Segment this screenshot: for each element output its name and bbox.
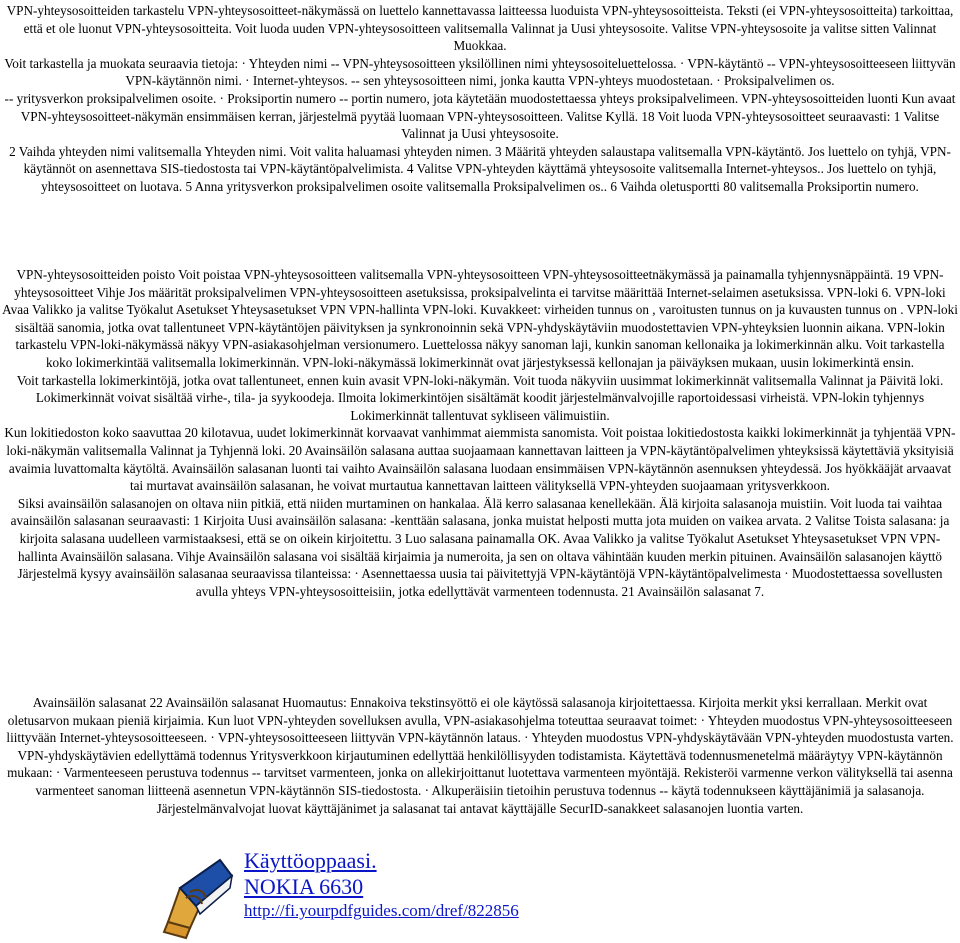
hand-book-logo xyxy=(160,848,238,940)
text-block-vpn-addresses xyxy=(2,2,958,196)
user-guide-link[interactable]: Käyttöoppaasi. xyxy=(244,848,377,873)
guide-url-link[interactable]: http://fi.yourpdfguides.com/dref/822856 xyxy=(244,901,519,920)
paragraph: Voit tarkastella ja muokata seuraavia tietoja: · Yhteyden nimi -- VPN-yhteysosoitteen yksilöllinen nimi yhteysosoiteluettelossa. · VPN-käytäntö -- VPN-yhteysosoitteeseen liittyvän VPN-käytännön nimi. · Internet-yhteysos. -- sen yhteysosoitteen nimi, jonka kautta VPN-yhteys muodostetaan. · Proksipalvelimen os. xyxy=(4,55,956,89)
paragraph: VPN-yhteysosoitteiden tarkastelu VPN-yhteysosoitteet-näkymässä on luettelo kannettavassa laitteessa luoduista VPN-yhteysosoitteista. Teksti (ei VPN-yhteysosoitteita) tarkoittaa, että et ole luonut VPN-yhteysosoitteita. Voit luoda uuden VPN-yhteysosoitteen valitsemalla Valinnat ja Uusi yhteysosoite. Valitse VPN-yhteysosoite ja valitse sitten Valinnat Muokkaa. xyxy=(6,3,954,54)
model-link[interactable]: NOKIA 6630 xyxy=(244,874,364,899)
paragraph: Voit tarkastella lokimerkintöjä, jotka ovat tallentuneet, ennen kuin avasit VPN-loki-näkymän. Voit tuoda näkyviin uusimmat lokimerkinnät valitsemalla Valinnat ja Päivitä loki. Lokimerkinnät voivat sisältää virhe-, tila- ja syykoodeja. Ilmoita lokimerkintöjen sisältämät koodit järjestelmänvalvojille raportoidessasi virheistä. VPN-lokin tyhjennys Lokimerkinnät tallentuvat sykliseen välimuistiin. xyxy=(16,372,944,423)
paragraph: Järjestelmänvalvojat luovat käyttäjänimet ja salasanat tai antavat käyttäjälle SecurID-sanakkeet salasanojen luontia varten. xyxy=(156,800,804,816)
brand-block xyxy=(244,848,744,922)
paragraph: VPN-yhteysosoitteiden poisto Voit poistaa VPN-yhteysosoitteen valitsemalla VPN-yhteysosoitteen VPN-yhteysosoitteetnäkymässä ja painamalla tyhjennysnäppäintä. 19 VPN-yhteysosoitteet Vihje Jos määrität proksipalvelimen VPN-yhteysosoitteen asetuksissa, proksipalvelinta ei tarvitse määrittää Internet-selaimen asetuksissa. VPN-loki 6. VPN-loki Avaa Valikko ja valitse Työkalut Asetukset Yhteysasetukset VPN VPN-hallinta VPN-loki. Kuvakkeet: virheiden tunnus on , varoitusten tunnus on ja kuvausten tunnus on . VPN-loki sisältää sanomia, jotka ovat tallentuneet VPN-käytäntöjen päivityksen ja synkronoinnin sekä VPN-yhdyskäytäviin muodostettavien VPN-yhteyksien luonnin aikana. VPN-lokin tarkastelu VPN-loki-näkymässä näkyy VPN-asiakasohjelman versionumero. Luettelossa näkyy sanoman laji, kunkin sanoman kellonaika ja lokimerkinnän alku. Voit tarkastella koko lokimerkintää valitsemalla lokimerkinnän. VPN-loki-näkymässä lokimerkinnät ovat järjestyksessä kellonajan ja päiväyksen mukaan, uusin lokimerkintä ensin. xyxy=(2,267,958,370)
paragraph: 2 Vaihda yhteyden nimi valitsemalla Yhteyden nimi. Voit valita haluamasi yhteyden nimen. 3 Määritä yhteyden salaustapa valitsemalla VPN-käytäntö. Jos luettelo on tyhjä, VPN-käytännöt on asennettava SIS-tiedostosta tai VPN-käytäntöpalvelimista. 4 Valitse VPN-yhteyden käyttämä yhteysosoite valitsemalla Internet-yhteysos.. Jos luettelo on tyhjä, yhteysosoitteet on luotava. 5 Anna yritysverkon proksipalvelimen osoite valitsemalla Proksipalvelimen os.. 6 Vaihda oletusportti 80 valitsemalla Proksiportin numero. xyxy=(9,143,951,194)
paragraph: -- yritysverkon proksipalvelimen osoite. · Proksiportin numero -- portin numero, jota käytetään muodostettaessa yhteys proksipalvelimeen. VPN-yhteysosoitteiden luonti Kun avaat VPN-yhteysosoitteet-näkymän ensimmäisen kerran, järjestelmä pyytää luomaan VPN-yhteysosoitteen. Valitse Kyllä. 18 Voit luoda VPN-yhteysosoitteet seuraavasti: 1 Valitse Valinnat ja Uusi yhteysosoite. xyxy=(4,90,956,142)
text-block-vpn-log xyxy=(2,266,958,600)
paragraph: Kun lokitiedoston koko saavuttaa 20 kilotavua, uudet lokimerkinnät korvaavat vanhimmat aiemmista sanomista. Voit poistaa lokitiedostosta kaikki lokimerkinnät ja tyhjentää VPN-loki-näkymän valitsemalla Valinnat ja Tyhjennä loki. 20 Avainsäilön salasana auttaa suojaamaan kannettavan laitteen ja VPN-käytäntöpalvelimen yhteyksissä käytettäviä yksityisiä avaimia luvattomalta käytöltä. Avainsäilön salasanan luonti tai vaihto Avainsäilön salasana luodaan ensimmäisen VPN-käytännön asennuksen yhteydessä. Jos hyökkääjät arvaavat tai murtavat avainsäilön salasanan, he voivat murtautua kannettavan laitteen välityksellä VPN-yhteyden suojaamaan yritysverkkoon. xyxy=(4,425,956,494)
paragraph: Avainsäilön salasanat 22 Avainsäilön salasanat Huomautus: Ennakoiva tekstinsyöttö ei ole käytössä salasanoja kirjoitettaessa. Kirjoita merkit yksi kerrallaan. Merkit ovat oletusarvon mukaan pieniä kirjaimia. Kun luot VPN-yhteyden sovelluksen avulla, VPN-asiakasohjelma toteuttaa seuraavat toimet: · Yhteyden muodostus VPN-yhteysosoitteeseen liittyvään Internet-yhteysosoitteeseen. · VPN-yhteysosoitteeseen liittyvän VPN-käytännön lataus. · Yhteyden muodostus VPN-yhdyskäytävään VPN-yhteyden muodostusta varten. VPN-yhdyskäytävien edellyttämä todennus Yritysverkkoon kirjautuminen edellyttää henkilöllisyyden todistamista. Käytettävä todennusmenetelmä määräytyy VPN-käytännön mukaan: · Varmenteeseen perustuva todennus -- tarvitset varmenteen, jonka on allekirjoittanut luotettava varmenteen myöntäjä. Rekisteröi varmenne verkon välityksellä tai asenna varmenteet sanoman liitteenä asennetun VPN-käytännön SIS-tiedostosta. · Alkuperäisiin tietoihin perustuva todennus -- käytä todennukseen käyttäjänimiä ja salasanoja. xyxy=(6,695,954,798)
text-block-key-store xyxy=(2,694,958,817)
paragraph: Siksi avainsäilön salasanojen on oltava niin pitkiä, että niiden murtaminen on hankalaa. Älä kerro salasanaa kenellekään. Älä kirjoita salasanoja muistiin. Voit luoda tai vaihtaa avainsäilön salasanan seuraavasti: 1 Kirjoita Uusi avainsäilön salasana: -kenttään salasana, jonka muistat helposti mutta jota muiden on vaikea arvata. 2 Valitse Toista salasana: ja kirjoita salasana uudelleen varmistaaksesi, että se on oikein kirjoitettu. 3 Luo salasana painamalla OK. Avaa Valikko ja valitse Työkalut Asetukset Yhteysasetukset VPN VPN-hallinta Avainsäilön salasana. Vihje Avainsäilön salasana voi sisältää kirjaimia ja numeroita, ja sen on oltava vähintään kuuden merkin pituinen. Avainsäilön salasanojen käyttö Järjestelmä kysyy avainsäilön salasanaa seuraavissa tilanteissa: · Asennettaessa uusia tai päivitettyjä VPN-käytäntöjä VPN-käytäntöpalvelimesta · Muodostettaessa sovellusten avulla yhteys VPN-yhteysosoitteisiin, jotka edellyttävät varmenteen todennusta. 21 Avainsäilön salasanat 7. xyxy=(10,495,950,599)
